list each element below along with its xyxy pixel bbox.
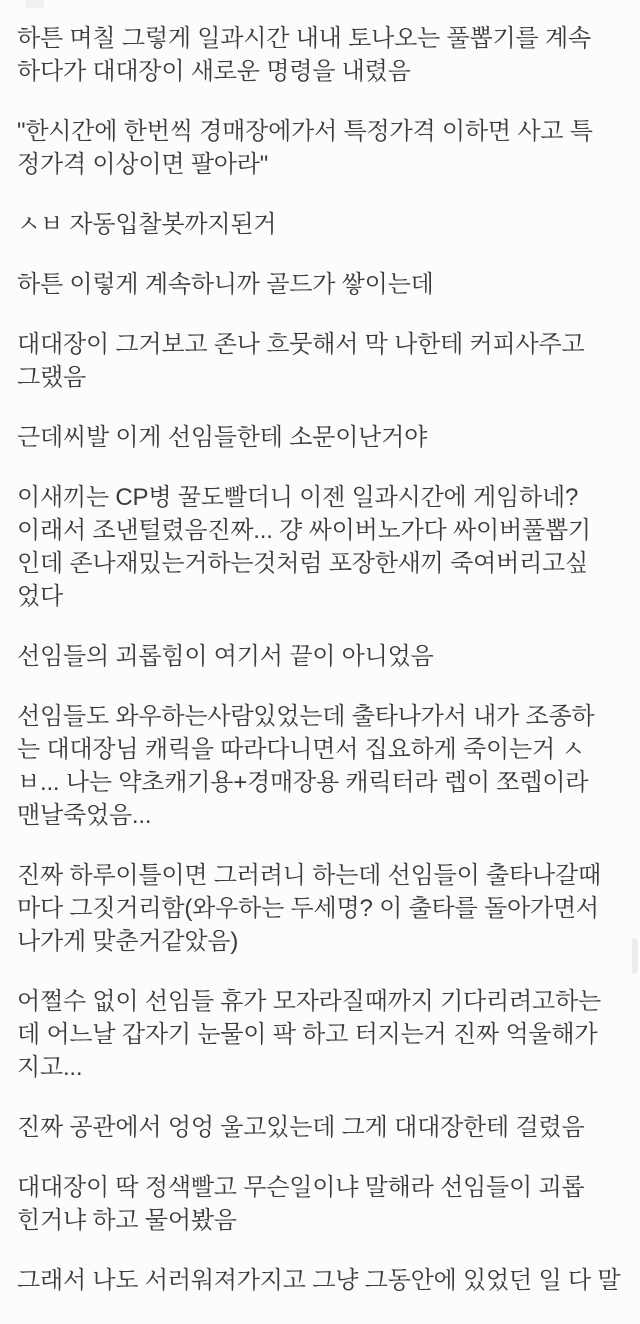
text-line: 맨날죽었음... (17, 802, 152, 829)
paragraph (17, 328, 623, 394)
text-line: 하튼 며칠 그렇게 일과시간 내내 토나오는 풀뽑기를 계속 (17, 25, 591, 52)
paragraph (17, 640, 623, 673)
text-line: 진짜 공관에서 엉엉 울고있는데 그게 대대장한테 걸렸음 (17, 1114, 585, 1141)
paragraph (17, 700, 623, 832)
text-line: 대대장이 그거보고 존나 흐뭇해서 막 나한테 커피사주고 (17, 331, 585, 358)
paragraph (17, 859, 623, 958)
text-line: 근데씨발 이게 선임들한테 소문이난거야 (17, 424, 428, 451)
text-line: "한시간에 한번씩 경매장에가서 특정가격 이하면 사고 특 (17, 118, 593, 145)
text-line: 었다 (17, 583, 63, 610)
paragraph (17, 22, 623, 88)
paragraph (17, 985, 623, 1084)
paragraph (17, 1111, 623, 1144)
text-line: 힌거냐 하고 물어봤음 (17, 1207, 237, 1234)
text-line: ㅂ... 나는 약초캐기용+경매장용 캐릭터라 렙이 쪼렙이라 (17, 769, 589, 796)
text-line: 이래서 조낸털렸음진짜... 걍 싸이버노가다 싸이버풀뽑기 (17, 517, 591, 544)
paragraph (17, 421, 623, 454)
paragraph (17, 1171, 623, 1237)
text-line: 선임들도 와우하는사람있었는데 출타나가서 내가 조종하 (17, 703, 595, 730)
paragraph (17, 208, 623, 241)
text-line: 나가게 맞춘거같았음) (17, 928, 239, 955)
text-line: 데 어느날 갑자기 눈물이 팍 하고 터지는거 진짜 억울해가 (17, 1021, 598, 1048)
text-line: ㅅㅂ 자동입찰봇까지된거 (17, 211, 277, 238)
text-line: 그랬음 (17, 364, 86, 391)
text-line: 지고... (17, 1054, 83, 1081)
text-line: 마다 그짓거리함(와우하는 두세명? 이 출타를 돌아가면서 (17, 895, 599, 922)
post-content (17, 0, 623, 1324)
text-line: 그래서 나도 서러워져가지고 그냥 그동안에 있었던 일 다 말 (17, 1267, 621, 1294)
text-line: 진짜 하루이틀이면 그러려니 하는데 선임들이 출타나갈때 (17, 862, 601, 889)
text-line: 하다가 대대장이 새로운 명령을 내렸음 (17, 58, 411, 85)
text-line: 는 대대장님 캐릭을 따라다니면서 집요하게 죽이는거 ㅅ (17, 736, 585, 763)
paragraph (17, 268, 623, 301)
scrollbar-thumb[interactable] (632, 938, 638, 974)
paragraph (17, 481, 623, 613)
paragraph (17, 115, 623, 181)
text-line: 하튼 이렇게 계속하니까 골드가 쌓이는데 (17, 271, 434, 298)
paragraph-clipped-bottom (17, 1264, 623, 1297)
text-line: 정가격 이상이면 팔아라" (17, 151, 269, 178)
text-line: 선임들의 괴롭힘이 여기서 끝이 아니었음 (17, 643, 434, 670)
text-line: 대대장이 딱 정색빨고 무슨일이냐 말해라 선임들이 괴롭 (17, 1174, 585, 1201)
text-line: 이새끼는 CP병 꿀도빨더니 이젠 일과시간에 게임하네? (17, 484, 579, 511)
text-line: 인데 존나재밌는거하는것처럼 포장한새끼 죽여버리고싶 (17, 550, 589, 577)
text-line: 어쩔수 없이 선임들 휴가 모자라질때까지 기다리려고하는 (17, 988, 601, 1015)
